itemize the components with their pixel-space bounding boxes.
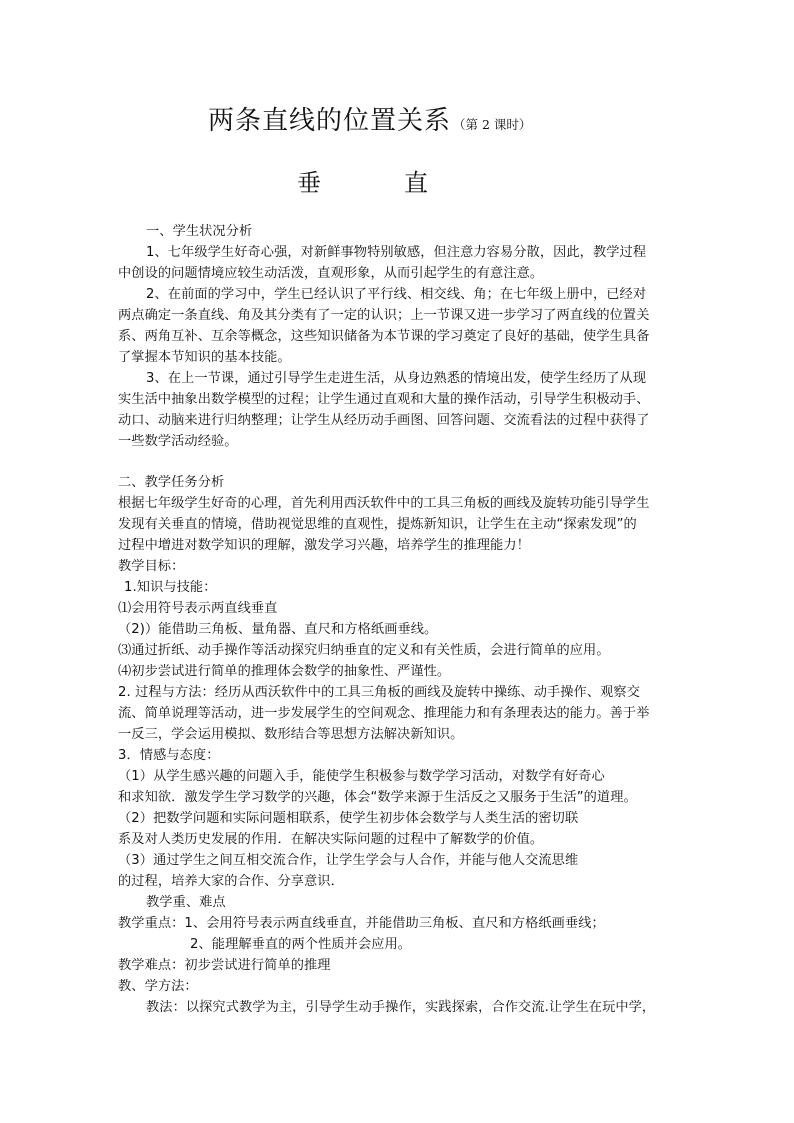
paragraph-line: 教、学方法： [118,979,198,994]
paragraph-line: 的过程，培养大家的合作、分享意识． [118,874,344,889]
paragraph-line: （2)）能借助三角板、量角器、直尺和方格纸画垂线。 [118,622,438,637]
paragraph-line: 实生活中抽象出数学模型的过程；让学生通过直观和大量的操作活动，引导学生积极动手、 [118,392,650,407]
paragraph-line: 系、两角互补、互余等概念，这些知识储备为本节课的学习奠定了良好的基础，使学生具备 [118,329,650,344]
paragraph-line: ⑶通过折纸、动手操作等活动探究归纳垂直的定义和有关性质，会进行简单的应用。 [118,643,610,658]
paragraph-line: （3）通过学生之间互相交流合作，让学生学会与人合作，并能与他人交流思维 [118,853,579,868]
paragraph-line: ⑷初步尝试进行简单的推理体会数学的抽象性、严谨性。 [118,664,451,679]
paragraph-line: 教学目标： [118,559,185,574]
paragraph-line: 两点确定一条直线、角及其分类有了一定的认识；上一节课又进一步学习了两直线的位置关 [118,308,650,323]
paragraph-line: 动口、动脑来进行归纳整理；让学生从经历动手画图、回答问题、交流看法的过程中获得了 [118,413,650,428]
paragraph-line: 教学重点：1、会用符号表示两直线垂直，并能借助三角板、直尺和方格纸画垂线； [118,916,605,931]
paragraph-line: 中创设的问题情境应较生动活泼，直观形象，从而引起学生的有意注意。 [118,266,544,281]
paragraph-line: 系及对人类历史发展的作用．在解决实际问题的过程中了解数学的价值。 [118,832,544,847]
paragraph-line: 一些数学活动经验。 [118,434,238,449]
paragraph-line: 3．情感与态度： [118,748,220,763]
paragraph-line: 根据七年级学生好奇的心理，首先利用西沃软件中的工具三角板的画线及旋转功能引导学生 [118,496,650,511]
paragraph-line: ⑴会用符号表示两直线垂直 [118,601,278,616]
title-main: 两条直线的位置关系 [208,106,452,136]
section-heading: 二、教学任务分析 [118,475,225,490]
paragraph-line: 过程中增进对数学知识的理解，激发学习兴趣，培养学生的推理能力！ [118,538,530,553]
subtitle-char-2: 直 [404,169,428,197]
paragraph-line: 一反三，学会运用模拟、数形结合等思想方法解决新知识。 [118,727,464,742]
paragraph-line: （2）把数学问题和实际问题相联系，使学生初步体会数学与人类生活的密切联 [118,811,579,826]
paragraph-line: 1、七年级学生好奇心强，对新鲜事物特别敏感，但注意力容易分散，因此，教学过程 [146,245,647,260]
paragraph-line: 和求知欲．激发学生学习数学的兴趣，体会“数学来源于生活反之又服务于生活”的道理。 [118,790,637,805]
paragraph-line: 教学重、难点 [146,895,226,910]
paragraph-line: 发现有关垂直的情境，借助视觉思维的直观性，提炼新知识，让学生在主动“探索发现”的 [118,517,637,532]
paragraph-line: 教法：以探究式教学为主，引导学生动手操作，实践探索，合作交流.让学生在玩中学， [146,1000,656,1015]
paragraph-line: 2、能理解垂直的两个性质并会应用。 [190,937,412,952]
paragraph-line: 1.知识与技能： [124,580,217,595]
paragraph-line: 2、在前面的学习中，学生已经认识了平行线、相交线、角；在七年级上册中，已经对 [146,287,647,302]
paragraph-line: 2. 过程与方法：经历从西沃软件中的工具三角板的画线及旋转中操练、动手操作、观察交 [118,685,640,700]
subtitle-char-1: 垂 [297,169,321,197]
section-heading: 一、学生状况分析 [146,224,253,239]
paragraph-line: 教学难点：初步尝试进行简单的推理 [118,958,331,973]
document-title [208,100,531,137]
title-lesson-note: （第 2 课时） [453,117,532,132]
paragraph-line: 3、在上一节课，通过引导学生走进生活，从身边熟悉的情境出发，使学生经历了从现 [146,371,647,386]
paragraph-line: 流、简单说理等活动，进一步发展学生的空间观念、推理能力和有条理表达的能力。善于举 [118,706,650,721]
paragraph-line: （1）从学生感兴趣的问题入手，能使学生积极参与数学学习活动，对数学有好奇心 [118,769,605,784]
paragraph-line: 了掌握本节知识的基本技能。 [118,350,291,365]
